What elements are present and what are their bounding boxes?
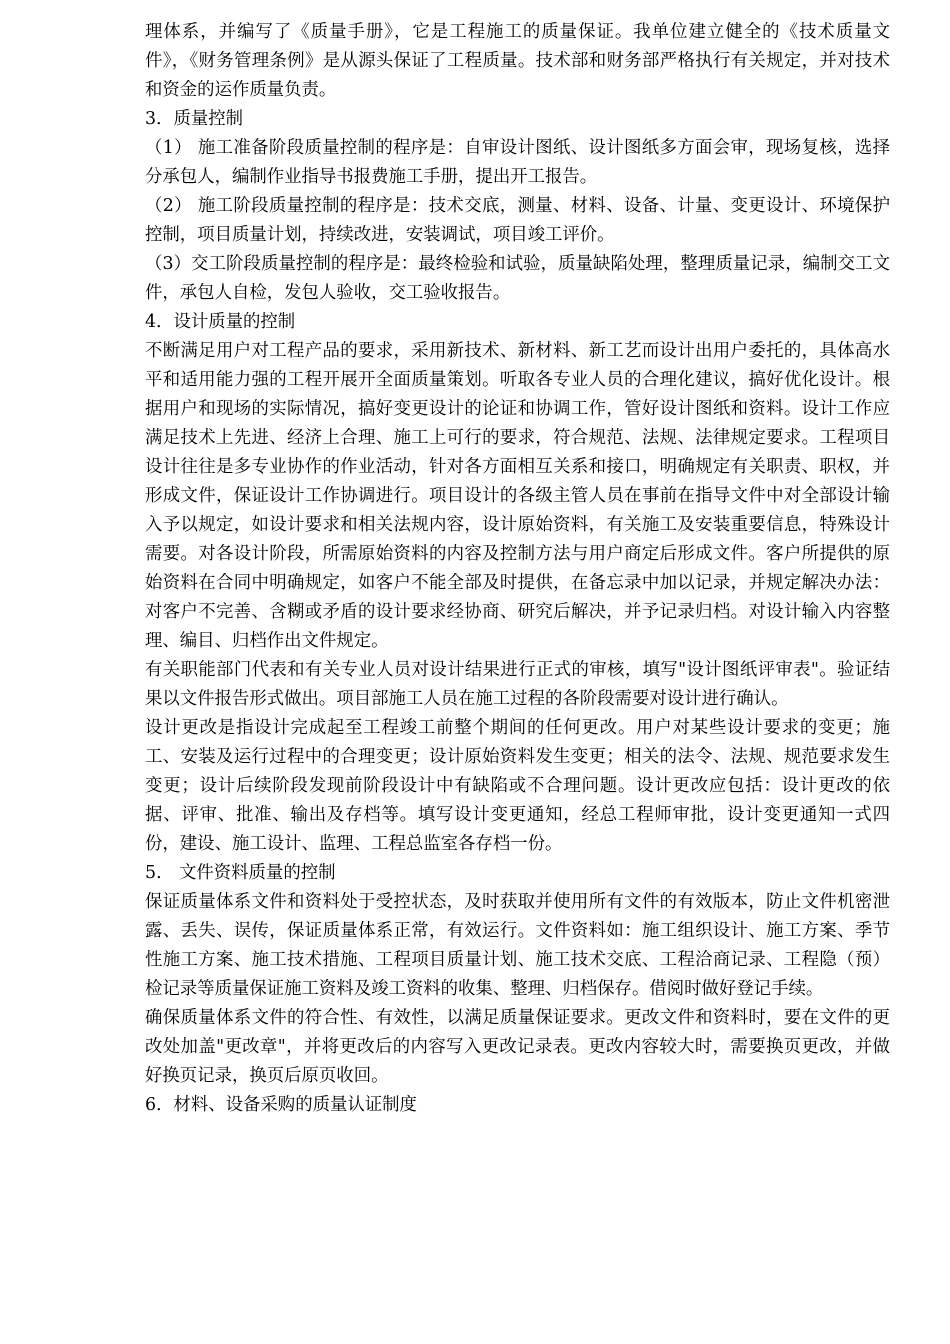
paragraph-prep-stage: （1） 施工准备阶段质量控制的程序是：自审设计图纸、设计图纸多方面会审，现场复核，选择分承包人，编制作业指导书报费施工手册，提出开工报告。 xyxy=(145,138,890,187)
heading-design-quality: 4．设计质量的控制 xyxy=(145,312,296,332)
heading-quality-control: 3．质量控制 xyxy=(145,109,244,129)
heading-procurement-certification: 6．材料、设备采购的质量认证制度 xyxy=(145,1095,417,1115)
paragraph-design-change: 设计更改是指设计完成起至工程竣工前整个期间的任何更改。用户对某些设计要求的变更；施工、安装及运行过程中的合理变更；设计原始资料发生变更；相关的法令、法规、规范要求发生变更；设计后续阶段发现前阶段设计中有缺陷或不合理问题。设计更改应包括：设计更改的依据、评审、批准、输出及存档等。填写设计变更通知，经总工程师审批，设计变更通知一式四份，建设、施工设计、监理、工程总监室各存档一份。 xyxy=(145,718,890,854)
paragraph-document-control: 保证质量体系文件和资料处于受控状态，及时获取并使用所有文件的有效版本，防止文件机密泄露、丢失、误传，保证质量体系正常，有效运行。文件资料如：施工组织设计、施工方案、季节性施工方案、施工技术措施、工程项目质量计划、施工技术交底、工程洽商记录、工程隐（预）检记录等质量保证施工资料及竣工资料的收集、整理、归档保存。借阅时做好登记手续。 xyxy=(145,892,890,999)
paragraph-design-requirements: 不断满足用户对工程产品的要求，采用新技术、新材料、新工艺而设计出用户委托的，具体高水平和适用能力强的工程开展开全面质量策划。听取各专业人员的合理化建议，搞好优化设计。根据用户和现场的实际情况，搞好变更设计的论证和协调工作，管好设计图纸和资料。设计工作应满足技术上先进、经济上合理、施工上可行的要求，符合规范、法规、法律规定要求。工程项目设计往往是多专业协作的作业活动，针对各方面相互关系和接口，明确规定有关职责、职权，并形成文件，保证设计工作协调进行。项目设计的各级主管人员在事前在指导文件中对全部设计输入予以规定，如设计要求和相关法规内容，设计原始资料，有关施工及安装重要信息，特殊设计需要。对各设计阶段，所需原始资料的内容及控制方法与用户商定后形成文件。客户所提供的原始资料在合同中明确规定，如客户不能全部及时提供，在备忘录中加以记录，并规定解决办法：对客户不完善、含糊或矛盾的设计要求经协商、研究后解决，并予记录归档。对设计输入内容整理、编目、归档作出文件规定。 xyxy=(145,341,890,651)
heading-document-quality: 5. 文件资料质量的控制 xyxy=(145,863,336,883)
document-body xyxy=(145,18,890,1120)
paragraph-design-review: 有关职能部门代表和有关专业人员对设计结果进行正式的审核，填写"设计图纸评审表"。验证结果以文件报告形式做出。项目部施工人员在施工过程的各阶段需要对设计进行确认。 xyxy=(145,660,890,709)
paragraph-document-change: 确保质量体系文件的符合性、有效性，以满足质量保证要求。更改文件和资料时，要在文件的更改处加盖"更改章"，并将更改后的内容写入更改记录表。更改内容较大时，需要换页更改，并做好换页记录，换页后原页收回。 xyxy=(145,1008,890,1086)
paragraph-handover-stage: （3）交工阶段质量控制的程序是：最终检验和试验，质量缺陷处理，整理质量记录，编制交工文件，承包人自检，发包人验收，交工验收报告。 xyxy=(145,254,890,303)
paragraph-construction-stage: （2） 施工阶段质量控制的程序是：技术交底，测量、材料、设备、计量、变更设计、环境保护控制，项目质量计划，持续改进，安装调试，项目竣工评价。 xyxy=(145,196,890,245)
paragraph-quality-system: 理体系，并编写了《质量手册》，它是工程施工的质量保证。我单位建立健全的《技术质量文件》，《财务管理条例》是从源头保证了工程质量。技术部和财务部严格执行有关规定，并对技术和资金的运作质量负责。 xyxy=(145,22,890,100)
